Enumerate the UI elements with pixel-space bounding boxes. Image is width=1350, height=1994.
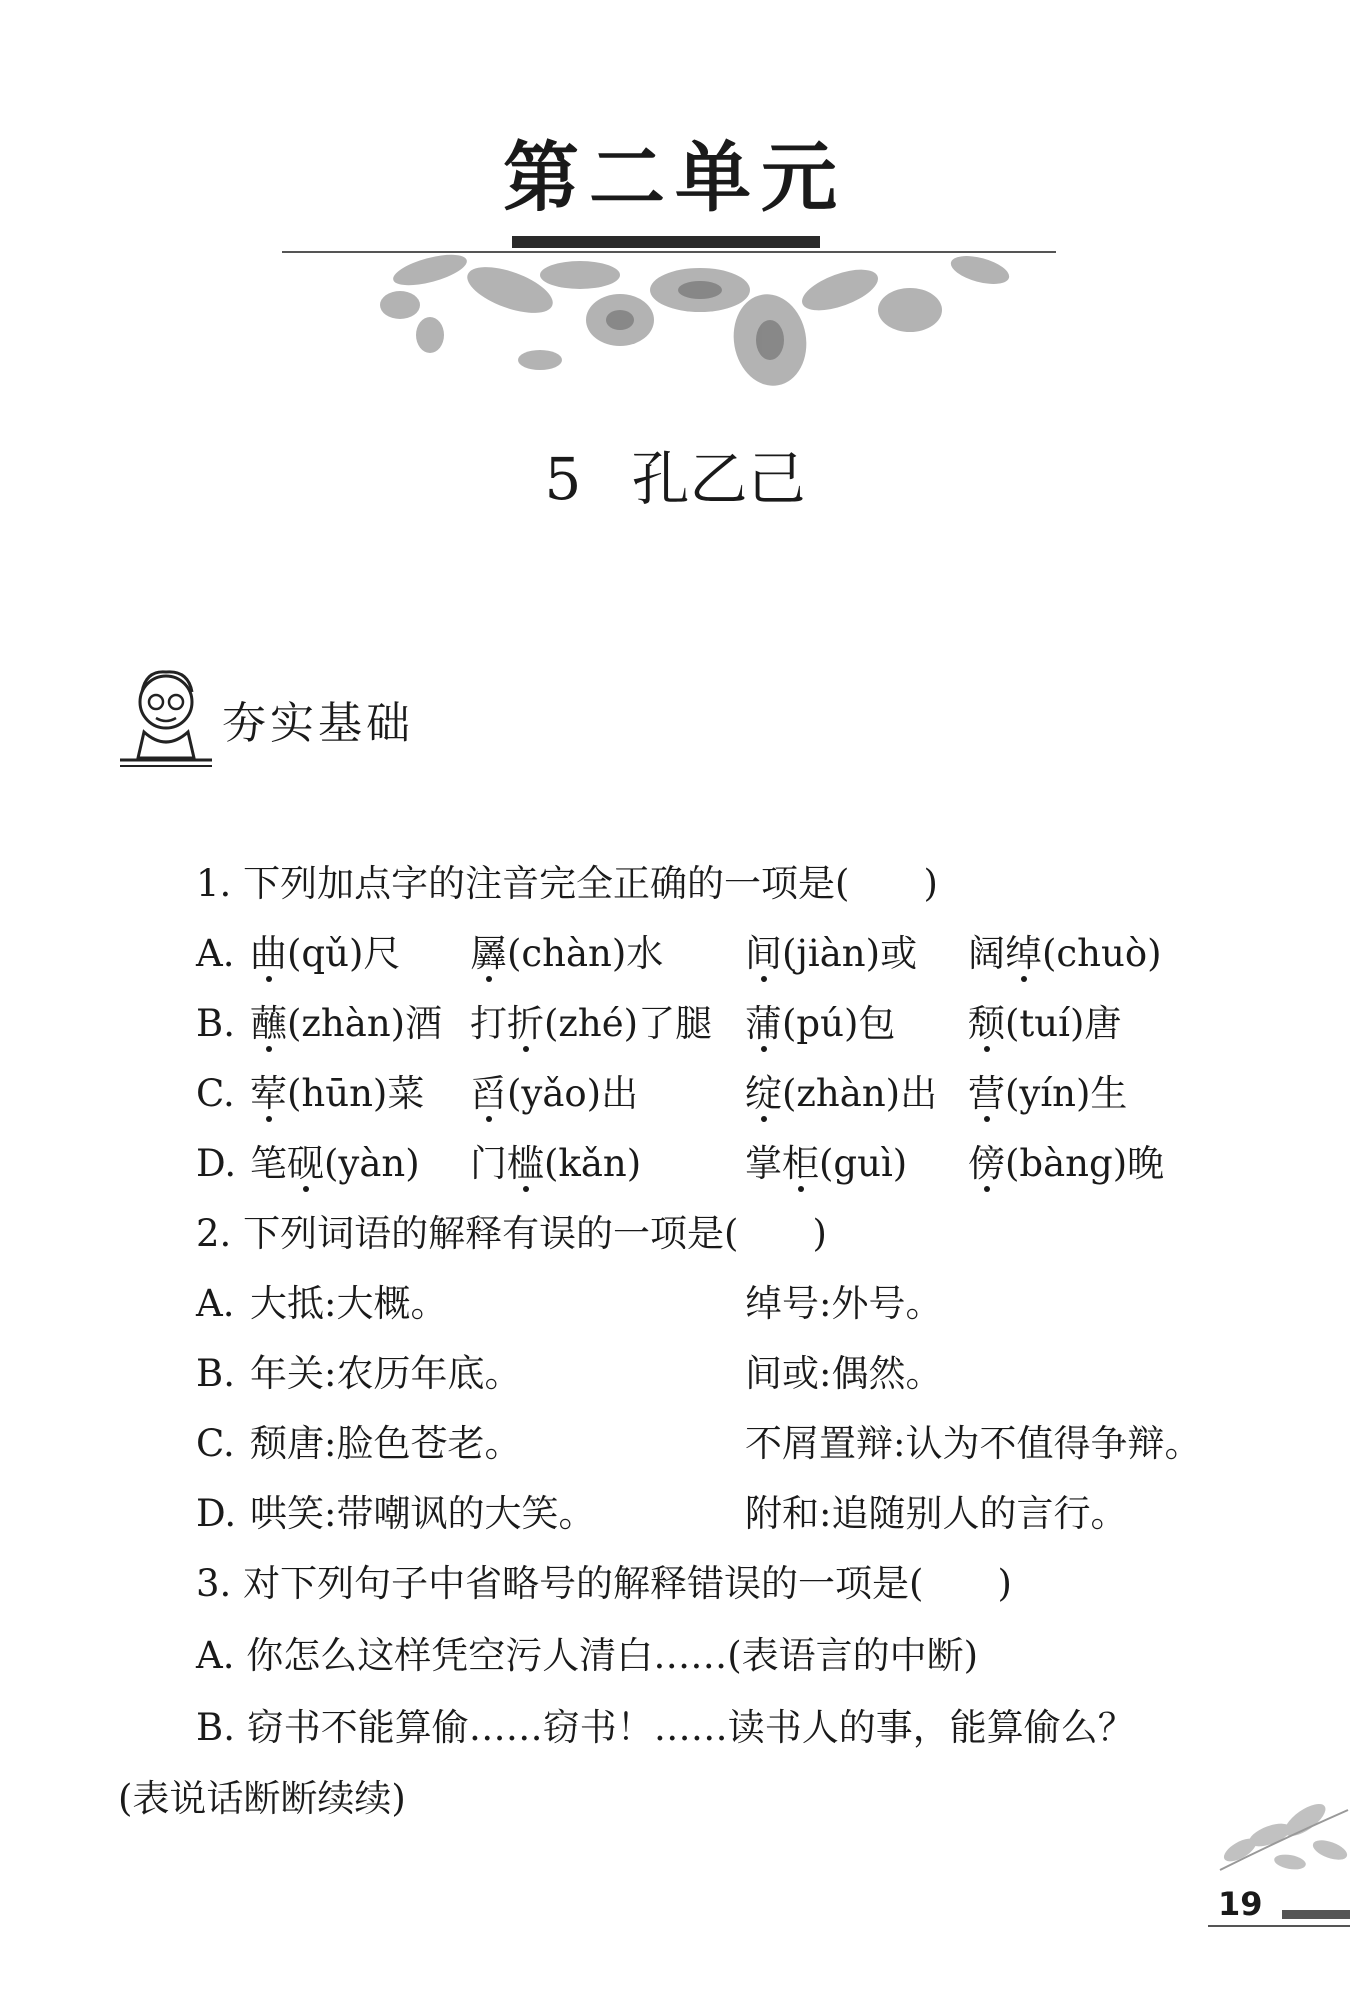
option-text: 门 <box>470 1142 507 1185</box>
q1-option-item <box>745 1002 896 1045</box>
q1-option-item <box>745 1142 908 1185</box>
option-text: (zhàn)酒 <box>287 1002 443 1045</box>
option-text: (yàn) <box>324 1142 420 1185</box>
title-underline-bar <box>512 236 820 248</box>
option-text: 笔 <box>250 1142 287 1185</box>
dotted-character: 槛 <box>507 1142 544 1185</box>
option-text: (bàng)晚 <box>1005 1142 1165 1185</box>
q3-option-a: A. 你怎么这样凭空污人清白……(表语言的中断) <box>196 1634 979 1677</box>
option-text: (zhàn)出 <box>782 1072 938 1115</box>
page-number-bar <box>1282 1910 1350 1919</box>
option-text: 阔 <box>968 932 1005 975</box>
unit-title: 第二单元 <box>503 133 847 222</box>
q2-option-label: B. <box>196 1352 235 1395</box>
q1-option-item <box>250 932 401 975</box>
option-text: (chuò) <box>1042 932 1162 975</box>
dotted-character: 营 <box>968 1072 1005 1115</box>
dotted-character: 绰 <box>1005 932 1042 975</box>
option-text: 掌 <box>745 1142 782 1185</box>
option-text: (zhé)了腿 <box>544 1002 713 1045</box>
question-2-stem: 2. 下列词语的解释有误的一项是( ) <box>196 1212 827 1255</box>
q2-option-item: 间或:偶然。 <box>745 1352 943 1395</box>
q1-option-item <box>250 1002 443 1045</box>
floral-decoration-icon <box>370 250 1030 400</box>
q1-option-item <box>968 1142 1165 1185</box>
dotted-character: 砚 <box>287 1142 324 1185</box>
option-text: (chàn)水 <box>507 932 664 975</box>
q1-option-item <box>745 932 918 975</box>
q1-option-label: C. <box>196 1072 235 1115</box>
section-title: 夯实基础 <box>222 698 414 749</box>
q3-option-b: B. 窃书不能算偷……窃书！……读书人的事，能算偷么？ <box>196 1706 1135 1749</box>
dotted-character: 荤 <box>250 1072 287 1115</box>
dotted-character: 傍 <box>968 1142 1005 1185</box>
option-text: (qǔ)尺 <box>287 932 401 975</box>
q2-option-item: 绰号:外号。 <box>745 1282 943 1325</box>
q1-option-item <box>968 932 1162 975</box>
q3-option-b-continued: (表说话断断续续) <box>118 1777 406 1820</box>
q1-option-item <box>745 1072 938 1115</box>
option-text: (tuí)唐 <box>1005 1002 1122 1045</box>
q2-option-item: 颓唐:脸色苍老。 <box>250 1422 522 1465</box>
dotted-character: 羼 <box>470 932 507 975</box>
q2-option-label: C. <box>196 1422 235 1465</box>
option-text: (hūn)菜 <box>287 1072 425 1115</box>
dotted-character: 绽 <box>745 1072 782 1115</box>
q2-option-label: A. <box>196 1282 235 1325</box>
q1-option-item <box>250 1142 420 1185</box>
q2-option-item: 年关:农历年底。 <box>250 1352 522 1395</box>
dotted-character: 舀 <box>470 1072 507 1115</box>
q1-option-label: B. <box>196 1002 235 1045</box>
dotted-character: 蒲 <box>745 1002 782 1045</box>
option-text: (pú)包 <box>782 1002 896 1045</box>
leaf-decoration-icon <box>1200 1800 1350 1885</box>
option-text: (jiàn)或 <box>782 932 918 975</box>
q1-option-item <box>250 1072 425 1115</box>
q2-option-item: 附和:追随别人的言行。 <box>745 1492 1128 1535</box>
q1-option-label: D. <box>196 1142 237 1185</box>
dotted-character: 颓 <box>968 1002 1005 1045</box>
q1-option-item <box>470 1142 642 1185</box>
q1-option-item <box>470 1072 639 1115</box>
q2-option-item: 哄笑:带嘲讽的大笑。 <box>250 1492 596 1535</box>
question-3-stem: 3. 对下列句子中省略号的解释错误的一项是( ) <box>196 1562 1012 1605</box>
lesson-name: 孔乙己 <box>631 445 806 513</box>
reading-person-icon <box>116 662 216 772</box>
q2-option-label: D. <box>196 1492 237 1535</box>
question-1-stem: 1. 下列加点字的注音完全正确的一项是( ) <box>196 862 938 905</box>
dotted-character: 间 <box>745 932 782 975</box>
q1-option-item <box>470 932 664 975</box>
option-text: (yǎo)出 <box>507 1072 639 1115</box>
q2-option-item: 大抵:大概。 <box>250 1282 448 1325</box>
q1-option-item <box>470 1002 713 1045</box>
q1-option-label: A. <box>196 932 235 975</box>
dotted-character: 蘸 <box>250 1002 287 1045</box>
option-text: (guì) <box>819 1142 908 1185</box>
dotted-character: 折 <box>507 1002 544 1045</box>
q2-option-item: 不屑置辩:认为不值得争辩。 <box>745 1422 1202 1465</box>
dotted-character: 柜 <box>782 1142 819 1185</box>
option-text: (yín)生 <box>1005 1072 1128 1115</box>
lesson-title <box>0 445 1350 513</box>
q1-option-item <box>968 1002 1122 1045</box>
lesson-number: 5 <box>544 445 582 513</box>
page-number: 19 <box>1218 1885 1263 1923</box>
dotted-character: 曲 <box>250 932 287 975</box>
option-text: (kǎn) <box>544 1142 642 1185</box>
page-number-rule <box>1208 1925 1350 1927</box>
q1-option-item <box>968 1072 1128 1115</box>
option-text: 打 <box>470 1002 507 1045</box>
